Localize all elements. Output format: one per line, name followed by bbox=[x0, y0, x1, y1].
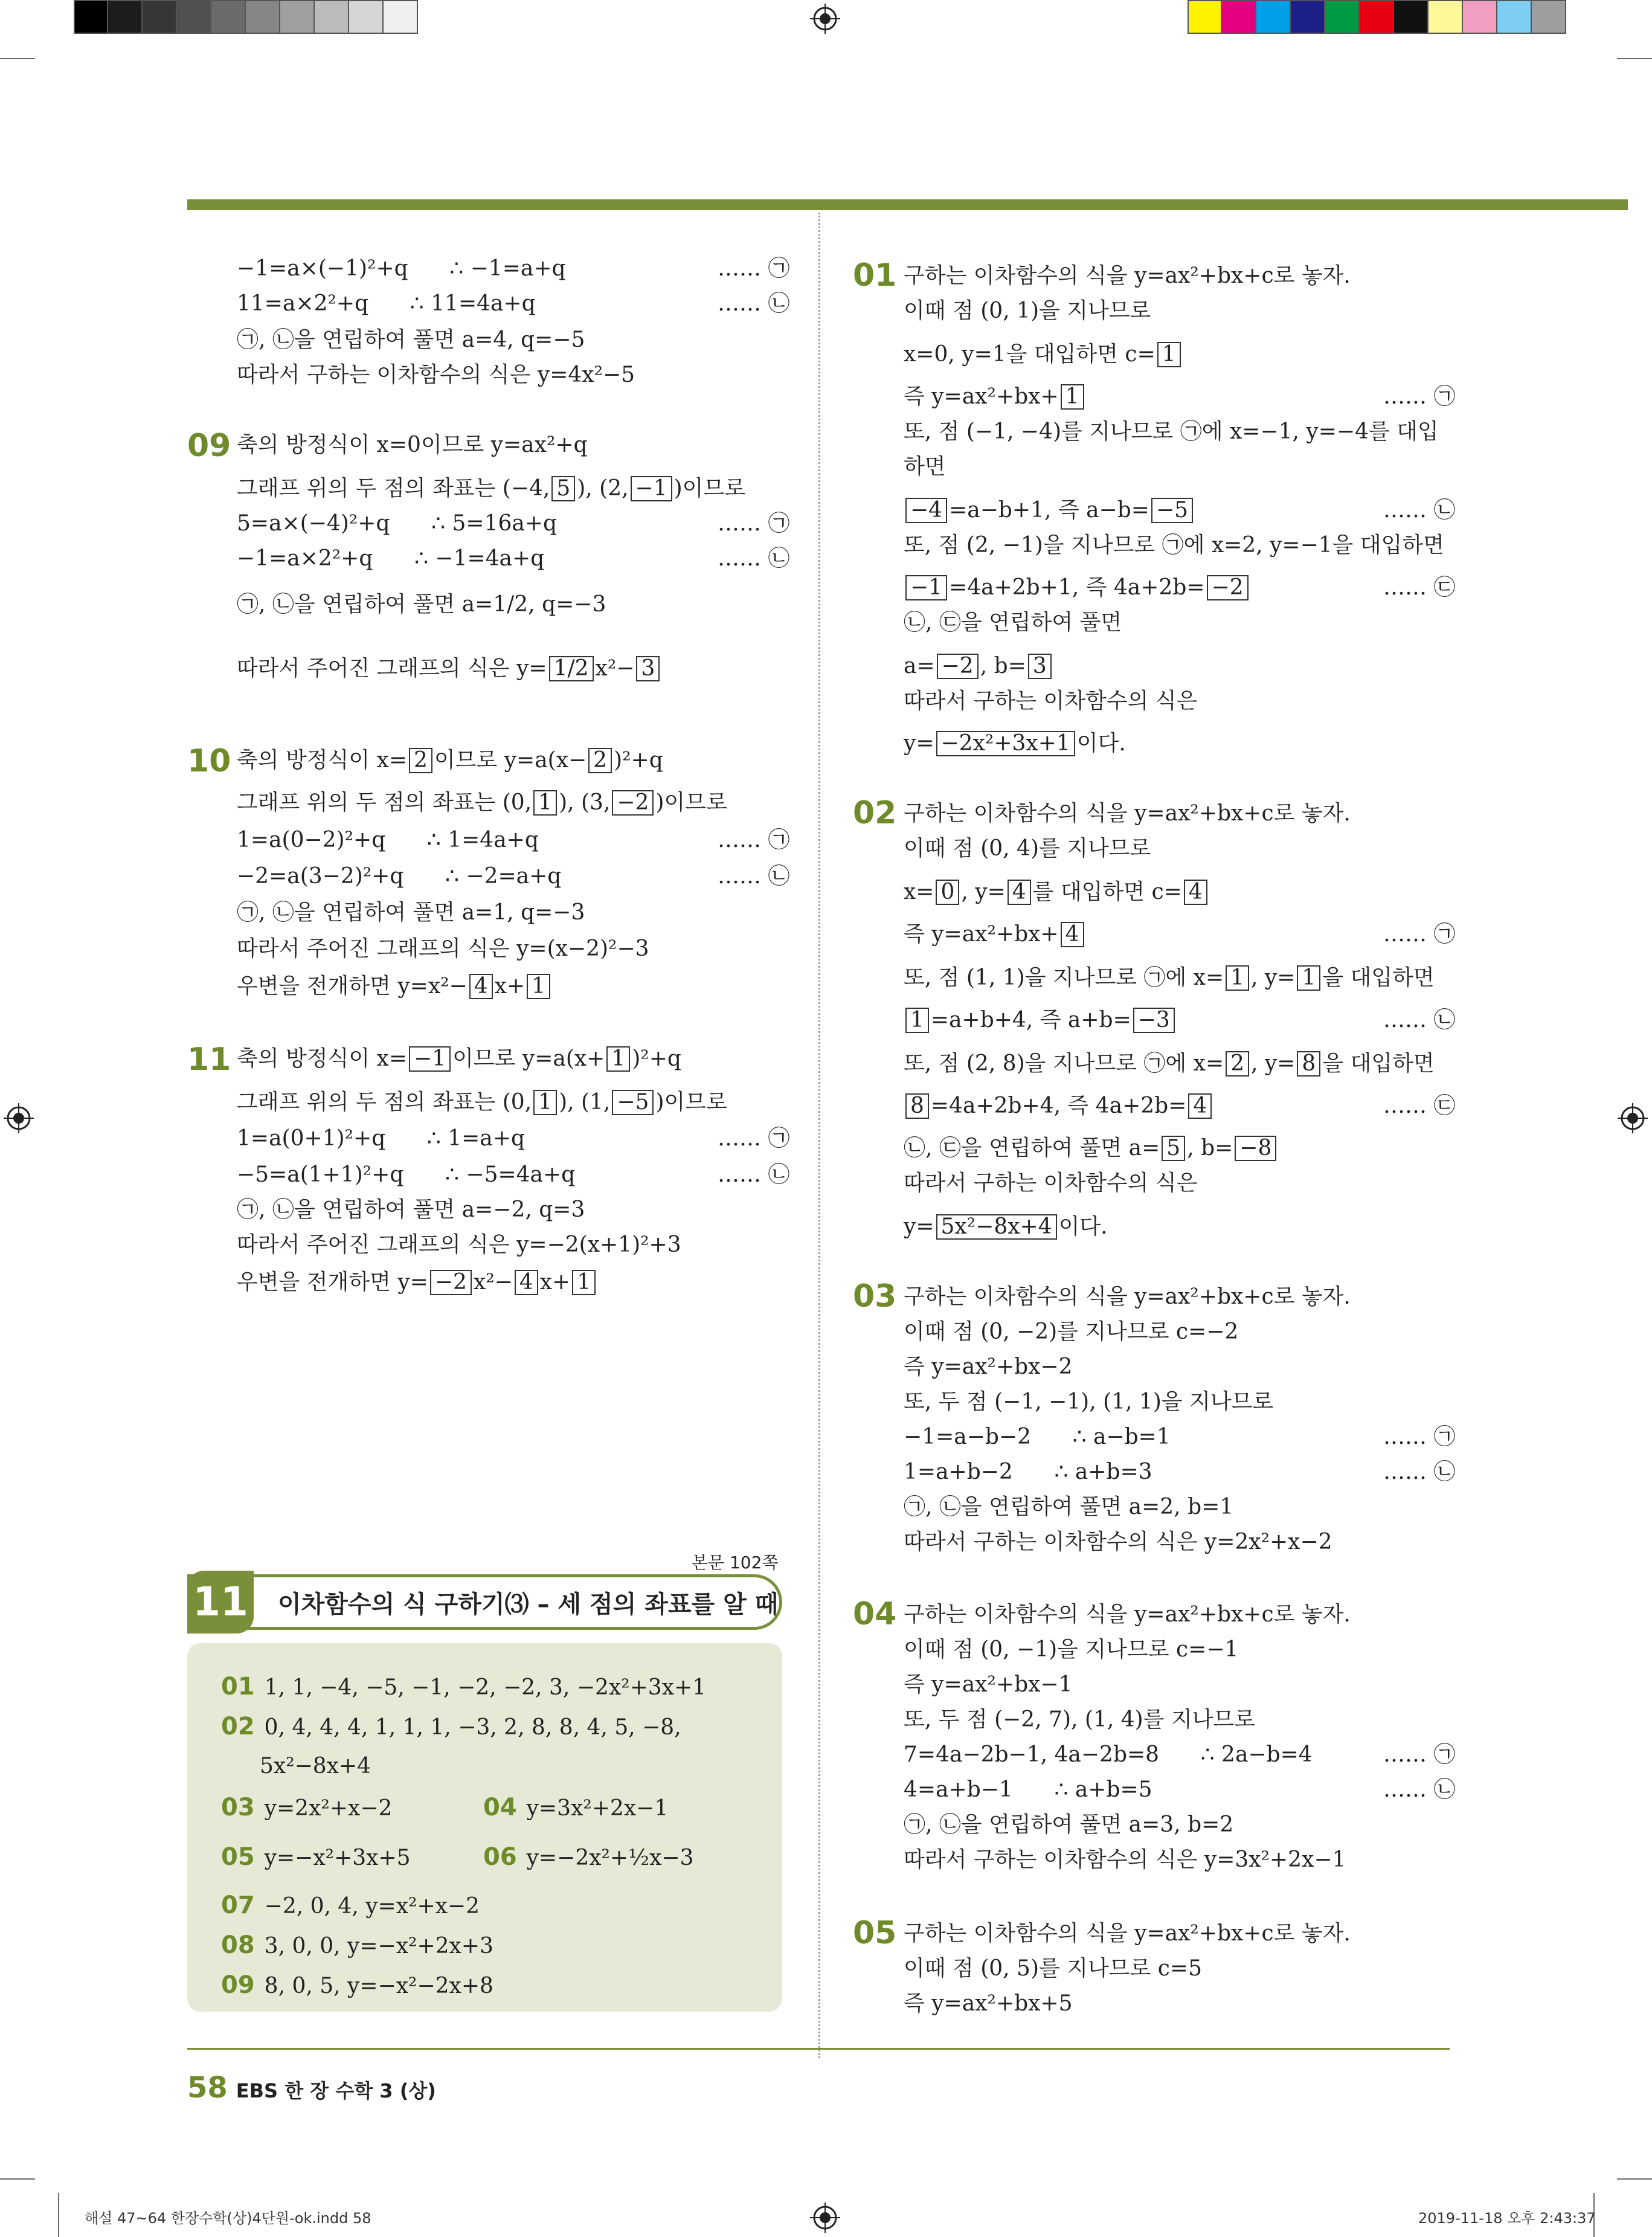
solution-line: 이때 점 (0, −1)을 지나므로 c=−1 bbox=[904, 1637, 1239, 1662]
color-swatch bbox=[246, 0, 280, 34]
solution-line: 8 =4a+2b+4, 즉 4a+2b= 4 bbox=[904, 1093, 1213, 1119]
gray-swatch-bar bbox=[74, 0, 418, 35]
solution-line: 구하는 이차함수의 식을 y=ax²+bx+c로 놓자. bbox=[904, 1921, 1351, 1946]
equation-marker: …… ㉠ bbox=[1383, 922, 1456, 947]
color-swatch bbox=[1532, 0, 1566, 34]
solution-line: 구하는 이차함수의 식을 y=ax²+bx+c로 놓자. bbox=[904, 263, 1351, 288]
problem-number: 11 bbox=[187, 1041, 231, 1078]
solution-line: −4 =a−b+1, 즉 a−b= −5 bbox=[904, 498, 1195, 523]
color-swatch bbox=[1429, 0, 1463, 34]
solution-line: 1=a+b−2 ∴ a+b=3 bbox=[904, 1460, 1152, 1484]
color-swatch bbox=[1222, 0, 1256, 34]
equation-marker: …… ㉠ bbox=[1383, 1742, 1456, 1767]
solution-line: 따라서 구하는 이차함수의 식은 bbox=[904, 1171, 1198, 1196]
summary-item: 08 3, 0, 0, y=−x²+2x+3 bbox=[221, 1931, 493, 1959]
solution-line: −2=a(3−2)²+q ∴ −2=a+q bbox=[237, 864, 562, 889]
summary-item: 05 y=−x²+3x+5 bbox=[221, 1843, 411, 1871]
solution-line: 7=4a−2b−1, 4a−2b=8 ∴ 2a−b=4 bbox=[904, 1742, 1313, 1767]
color-swatch bbox=[143, 0, 177, 34]
color-swatch bbox=[1325, 0, 1360, 34]
color-swatch bbox=[315, 0, 349, 34]
equation-marker: …… ㉠ bbox=[718, 256, 790, 281]
solution-line: ㉡, ㉢을 연립하여 풀면 bbox=[904, 610, 1122, 635]
solution-line: 우변을 전개하면 y= −2 x²− 4 x+ 1 bbox=[237, 1270, 597, 1295]
registration-mark-icon bbox=[810, 4, 840, 34]
solution-line: ㉡, ㉢을 연립하여 풀면 a= 5 , b= −8 bbox=[904, 1136, 1278, 1161]
solution-line: 이때 점 (0, 1)을 지나므로 bbox=[904, 298, 1151, 323]
solution-line: 즉 y=ax²+bx−2 bbox=[904, 1354, 1073, 1379]
solution-line: −1=a×(−1)²+q ∴ −1=a+q bbox=[237, 256, 566, 281]
summary-item: 04 y=3x²+2x−1 bbox=[483, 1794, 669, 1821]
section-title: 이차함수의 식 구하기⑶ – 세 점의 좌표를 알 때 bbox=[278, 1591, 779, 1618]
solution-line: y= 5x²−8x+4 이다. bbox=[904, 1214, 1108, 1239]
equation-marker: …… ㉢ bbox=[1383, 575, 1456, 600]
color-swatch bbox=[1256, 0, 1291, 34]
equation-marker: …… ㉡ bbox=[1383, 1460, 1456, 1484]
solution-line: 이때 점 (0, 5)를 지나므로 c=5 bbox=[904, 1956, 1202, 1981]
top-rule bbox=[187, 199, 1628, 210]
crop-mark bbox=[1617, 2178, 1652, 2180]
problem-number: 04 bbox=[853, 1596, 897, 1632]
solution-line: −1=a−b−2 ∴ a−b=1 bbox=[904, 1424, 1171, 1449]
solution-line: x=0, y=1을 대입하면 c= 1 bbox=[904, 342, 1183, 367]
solution-line: 그래프 위의 두 점의 좌표는 (−4, 5 ), (2, −1 )이므로 bbox=[237, 476, 745, 501]
summary-item: 5x²−8x+4 bbox=[260, 1754, 371, 1778]
solution-line: 즉 y=ax²+bx+5 bbox=[904, 1991, 1073, 2016]
answer-summary-panel bbox=[187, 1643, 782, 2012]
solution-line: x= 0 , y= 4 를 대입하면 c= 4 bbox=[904, 880, 1209, 905]
problem-number: 09 bbox=[187, 428, 231, 464]
solution-line: 축의 방정식이 x= −1 이므로 y=a(x+ 1 )²+q bbox=[237, 1046, 681, 1071]
color-swatch bbox=[349, 0, 384, 34]
color-swatch bbox=[177, 0, 211, 34]
equation-marker: …… ㉢ bbox=[1383, 1093, 1456, 1118]
solution-line: 즉 y=ax²+bx−1 bbox=[904, 1672, 1073, 1697]
solution-line: ㉠, ㉡을 연립하여 풀면 a=4, q=−5 bbox=[237, 327, 585, 352]
registration-mark-icon bbox=[810, 2203, 840, 2233]
crop-mark bbox=[0, 2178, 35, 2180]
color-swatch-bar bbox=[1188, 0, 1566, 35]
color-swatch bbox=[108, 0, 143, 34]
solution-line: 또, 두 점 (−1, −1), (1, 1)을 지나므로 bbox=[904, 1389, 1274, 1414]
print-slug-date: 2019-11-18 오후 2:43:37 bbox=[1418, 2210, 1596, 2227]
equation-marker: …… ㉠ bbox=[718, 828, 790, 852]
solution-line: 또, 점 (−1, −4)를 지나므로 ㉠에 x=−1, y=−4를 대입 bbox=[904, 419, 1439, 444]
equation-marker: …… ㉡ bbox=[1383, 1008, 1456, 1032]
solution-line: −5=a(1+1)²+q ∴ −5=4a+q bbox=[237, 1162, 576, 1187]
summary-item: 01 1, 1, −4, −5, −1, −2, −2, 3, −2x²+3x+1 bbox=[221, 1673, 707, 1701]
bottom-rule bbox=[187, 2048, 1450, 2050]
equation-marker: …… ㉡ bbox=[718, 291, 790, 316]
book-title: EBS 한 장 수학 3 (상) bbox=[236, 2079, 436, 2102]
solution-line: 구하는 이차함수의 식을 y=ax²+bx+c로 놓자. bbox=[904, 1602, 1351, 1627]
solution-line: 1=a(0−2)²+q ∴ 1=4a+q bbox=[237, 828, 539, 852]
solution-line: a= −2 , b= 3 bbox=[904, 654, 1053, 679]
equation-marker: …… ㉡ bbox=[1383, 1777, 1456, 1802]
page-reference: 본문 102쪽 bbox=[692, 1553, 779, 1572]
color-swatch bbox=[1497, 0, 1532, 34]
problem-number: 02 bbox=[853, 795, 897, 831]
solution-line: 또, 점 (2, −1)을 지나므로 ㉠에 x=2, y=−1을 대입하면 bbox=[904, 533, 1444, 558]
solution-line: 또, 점 (1, 1)을 지나므로 ㉠에 x= 1 , y= 1 을 대입하면 bbox=[904, 965, 1435, 990]
solution-line: 우변을 전개하면 y=x²− 4 x+ 1 bbox=[237, 974, 552, 999]
solution-line: ㉠, ㉡을 연립하여 풀면 a=1/2, q=−3 bbox=[237, 592, 606, 617]
color-swatch bbox=[1463, 0, 1497, 34]
color-swatch bbox=[280, 0, 315, 34]
solution-line: 따라서 구하는 이차함수의 식은 y=4x²−5 bbox=[237, 362, 635, 387]
solution-line: 하면 bbox=[904, 454, 946, 479]
solution-line: 따라서 구하는 이차함수의 식은 bbox=[904, 689, 1198, 713]
color-swatch bbox=[211, 0, 246, 34]
solution-line: 따라서 구하는 이차함수의 식은 y=3x²+2x−1 bbox=[904, 1847, 1346, 1872]
crop-mark bbox=[1617, 58, 1652, 59]
print-slug-file: 해설 47~64 한장수학(상)4단원-ok.indd 58 bbox=[85, 2210, 371, 2227]
problem-number: 05 bbox=[853, 1915, 897, 1951]
crop-mark bbox=[58, 2193, 59, 2237]
summary-item: 03 y=2x²+x−2 bbox=[221, 1794, 393, 1821]
solution-line: 이때 점 (0, 4)를 지나므로 bbox=[904, 836, 1151, 861]
solution-line: 따라서 구하는 이차함수의 식은 y=2x²+x−2 bbox=[904, 1530, 1332, 1554]
solution-line: 따라서 주어진 그래프의 식은 y=(x−2)²−3 bbox=[237, 936, 649, 961]
solution-line: ㉠, ㉡을 연립하여 풀면 a=3, b=2 bbox=[904, 1812, 1234, 1837]
solution-line: 축의 방정식이 x=0이므로 y=ax²+q bbox=[237, 433, 588, 457]
summary-item: 09 8, 0, 5, y=−x²−2x+8 bbox=[221, 1971, 493, 1999]
crop-mark bbox=[0, 58, 35, 59]
solution-line: 5=a×(−4)²+q ∴ 5=16a+q bbox=[237, 511, 558, 536]
solution-line: ㉠, ㉡을 연립하여 풀면 a=2, b=1 bbox=[904, 1495, 1234, 1519]
solution-line: 또, 두 점 (−2, 7), (1, 4)를 지나므로 bbox=[904, 1707, 1256, 1732]
problem-number: 03 bbox=[853, 1278, 897, 1315]
registration-mark-icon bbox=[4, 1103, 34, 1133]
problem-number: 10 bbox=[187, 743, 231, 779]
solution-line: ㉠, ㉡을 연립하여 풀면 a=−2, q=3 bbox=[237, 1197, 585, 1222]
solution-line: 11=a×2²+q ∴ 11=4a+q bbox=[237, 291, 536, 316]
solution-line: 1 =a+b+4, 즉 a+b= −3 bbox=[904, 1008, 1177, 1033]
solution-line: 따라서 주어진 그래프의 식은 y=−2(x+1)²+3 bbox=[237, 1232, 681, 1257]
column-separator bbox=[818, 213, 820, 2058]
solution-line: 구하는 이차함수의 식을 y=ax²+bx+c로 놓자. bbox=[904, 1284, 1351, 1309]
solution-line: y= −2x²+3x+1 이다. bbox=[904, 731, 1126, 756]
equation-marker: …… ㉠ bbox=[718, 511, 790, 536]
solution-line: 구하는 이차함수의 식을 y=ax²+bx+c로 놓자. bbox=[904, 801, 1351, 826]
page-number: 58 bbox=[187, 2071, 228, 2105]
solution-line: 축의 방정식이 x= 2 이므로 y=a(x− 2 )²+q bbox=[237, 748, 663, 773]
solution-line: 따라서 주어진 그래프의 식은 y= 1/2 x²− 3 bbox=[237, 656, 661, 681]
equation-marker: …… ㉡ bbox=[1383, 498, 1456, 523]
equation-marker: …… ㉠ bbox=[718, 1126, 790, 1151]
equation-marker: …… ㉠ bbox=[1383, 1424, 1456, 1449]
page-footer bbox=[187, 2071, 436, 2105]
equation-marker: …… ㉡ bbox=[718, 546, 790, 571]
solution-line: ㉠, ㉡을 연립하여 풀면 a=1, q=−3 bbox=[237, 900, 585, 925]
section-header bbox=[187, 1571, 782, 1633]
color-swatch bbox=[1394, 0, 1429, 34]
problem-number: 01 bbox=[853, 257, 897, 294]
summary-item: 07 −2, 0, 4, y=x²+x−2 bbox=[221, 1891, 480, 1919]
registration-mark-icon bbox=[1618, 1103, 1648, 1133]
solution-line: −1=a×2²+q ∴ −1=4a+q bbox=[237, 546, 545, 571]
solution-line: 또, 점 (2, 8)을 지나므로 ㉠에 x= 2 , y= 8 을 대입하면 bbox=[904, 1051, 1435, 1076]
equation-marker: …… ㉠ bbox=[1383, 384, 1456, 409]
solution-line: 그래프 위의 두 점의 좌표는 (0, 1 ), (1, −5 )이므로 bbox=[237, 1090, 727, 1115]
solution-line: 그래프 위의 두 점의 좌표는 (0, 1 ), (3, −2 )이므로 bbox=[237, 790, 727, 815]
color-swatch bbox=[1360, 0, 1394, 34]
summary-item: 02 0, 4, 4, 4, 1, 1, 1, −3, 2, 8, 8, 4, 5, −8, bbox=[221, 1713, 681, 1740]
equation-marker: …… ㉡ bbox=[718, 864, 790, 889]
color-swatch bbox=[384, 0, 418, 34]
solution-line: 즉 y=ax²+bx+ 4 bbox=[904, 922, 1086, 947]
summary-item: 06 y=−2x²+½x−3 bbox=[483, 1843, 694, 1871]
solution-line: 1=a(0+1)²+q ∴ 1=a+q bbox=[237, 1126, 525, 1151]
solution-line: 이때 점 (0, −2)를 지나므로 c=−2 bbox=[904, 1319, 1239, 1344]
equation-marker: …… ㉡ bbox=[718, 1162, 790, 1187]
color-swatch bbox=[1188, 0, 1222, 34]
color-swatch bbox=[1291, 0, 1325, 34]
section-number: 11 bbox=[187, 1571, 254, 1633]
solution-line: 4=a+b−1 ∴ a+b=5 bbox=[904, 1777, 1152, 1802]
solution-line: −1 =4a+2b+1, 즉 4a+2b= −2 bbox=[904, 575, 1250, 600]
solution-line: 즉 y=ax²+bx+ 1 bbox=[904, 384, 1086, 410]
color-swatch bbox=[74, 0, 108, 34]
